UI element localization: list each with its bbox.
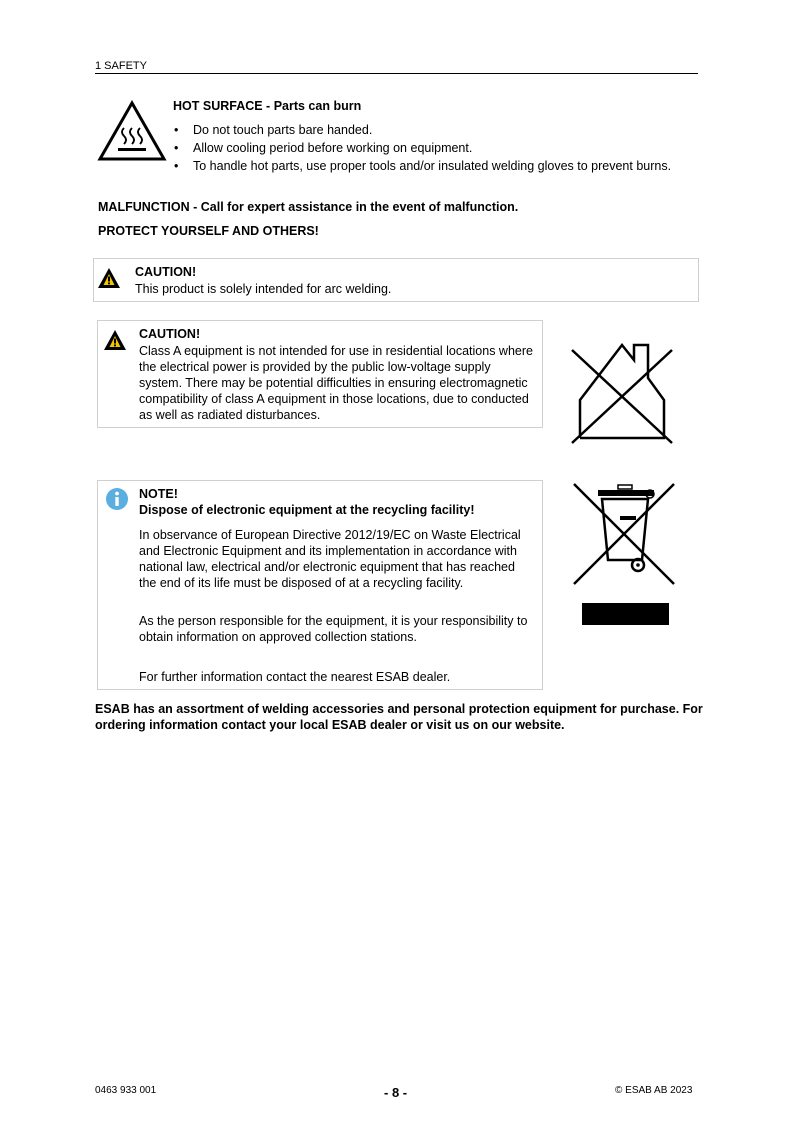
note-subtitle: Dispose of electronic equipment at the recycling facility! — [139, 503, 475, 517]
caution-box-class-a — [97, 320, 543, 428]
caution-text: This product is solely intended for arc welding. — [135, 282, 392, 296]
note-paragraph: As the person responsible for the equipment, it is your responsibility to obtain information on approved collection stations. — [139, 614, 528, 644]
no-residential-use-icon — [570, 340, 674, 445]
header-rule — [95, 73, 698, 74]
info-icon — [105, 487, 129, 511]
bullet-item: • To handle hot parts, use proper tools and/or insulated welding gloves to prevent burns. — [173, 158, 673, 174]
footer-doc-number: 0463 933 001 — [95, 1085, 157, 1096]
note-box-recycling — [97, 480, 543, 690]
malfunction-line: MALFUNCTION - Call for expert assistance in the event of malfunction. — [98, 200, 519, 214]
footer-page-number: - 8 - — [384, 1085, 408, 1100]
hot-surface-title: HOT SURFACE - Parts can burn — [173, 99, 362, 113]
weee-black-bar — [582, 603, 669, 625]
protect-line: PROTECT YOURSELF AND OTHERS! — [98, 224, 319, 238]
note-title: NOTE! — [139, 487, 178, 501]
section-header: 1 SAFETY — [95, 60, 147, 72]
caution-title: CAUTION! — [139, 327, 201, 341]
closing-statement: ESAB has an assortment of welding accessories and personal protection equipment for purchase. For ordering information contact your local ESAB dealer or visit us on our website. — [95, 702, 703, 732]
bullet-item: • Do not touch parts bare handed. — [173, 122, 673, 138]
warning-triangle-icon — [103, 329, 127, 351]
note-paragraph: In observance of European Directive 2012/19/EC on Waste Electrical and Electronic Equipment and its implementation in accordance with national law, electrical and/or electronic equipment that has reached the end of its life must be disposed of at a recycling facility. — [139, 528, 521, 590]
bullet-item: • Allow cooling period before working on equipment. — [173, 140, 673, 156]
footer-copyright: © ESAB AB 2023 — [615, 1085, 693, 1096]
note-paragraph: For further information contact the nearest ESAB dealer. — [139, 670, 451, 684]
caution-text: Class A equipment is not intended for use in residential locations where the electrical power is provided by the public low-voltage supply system. There may be potential difficulties in ensuring electromagnetic compatibility of class A equipment in those locations, due to conducted as well as radiated disturbances. — [139, 344, 533, 422]
crossed-out-wheelie-bin-icon — [572, 480, 676, 588]
caution-box-arc-welding — [93, 258, 699, 302]
hot-surface-warning-icon — [97, 100, 167, 162]
hot-surface-bullets — [173, 122, 673, 176]
warning-triangle-icon — [97, 267, 121, 289]
caution-title: CAUTION! — [135, 265, 197, 279]
